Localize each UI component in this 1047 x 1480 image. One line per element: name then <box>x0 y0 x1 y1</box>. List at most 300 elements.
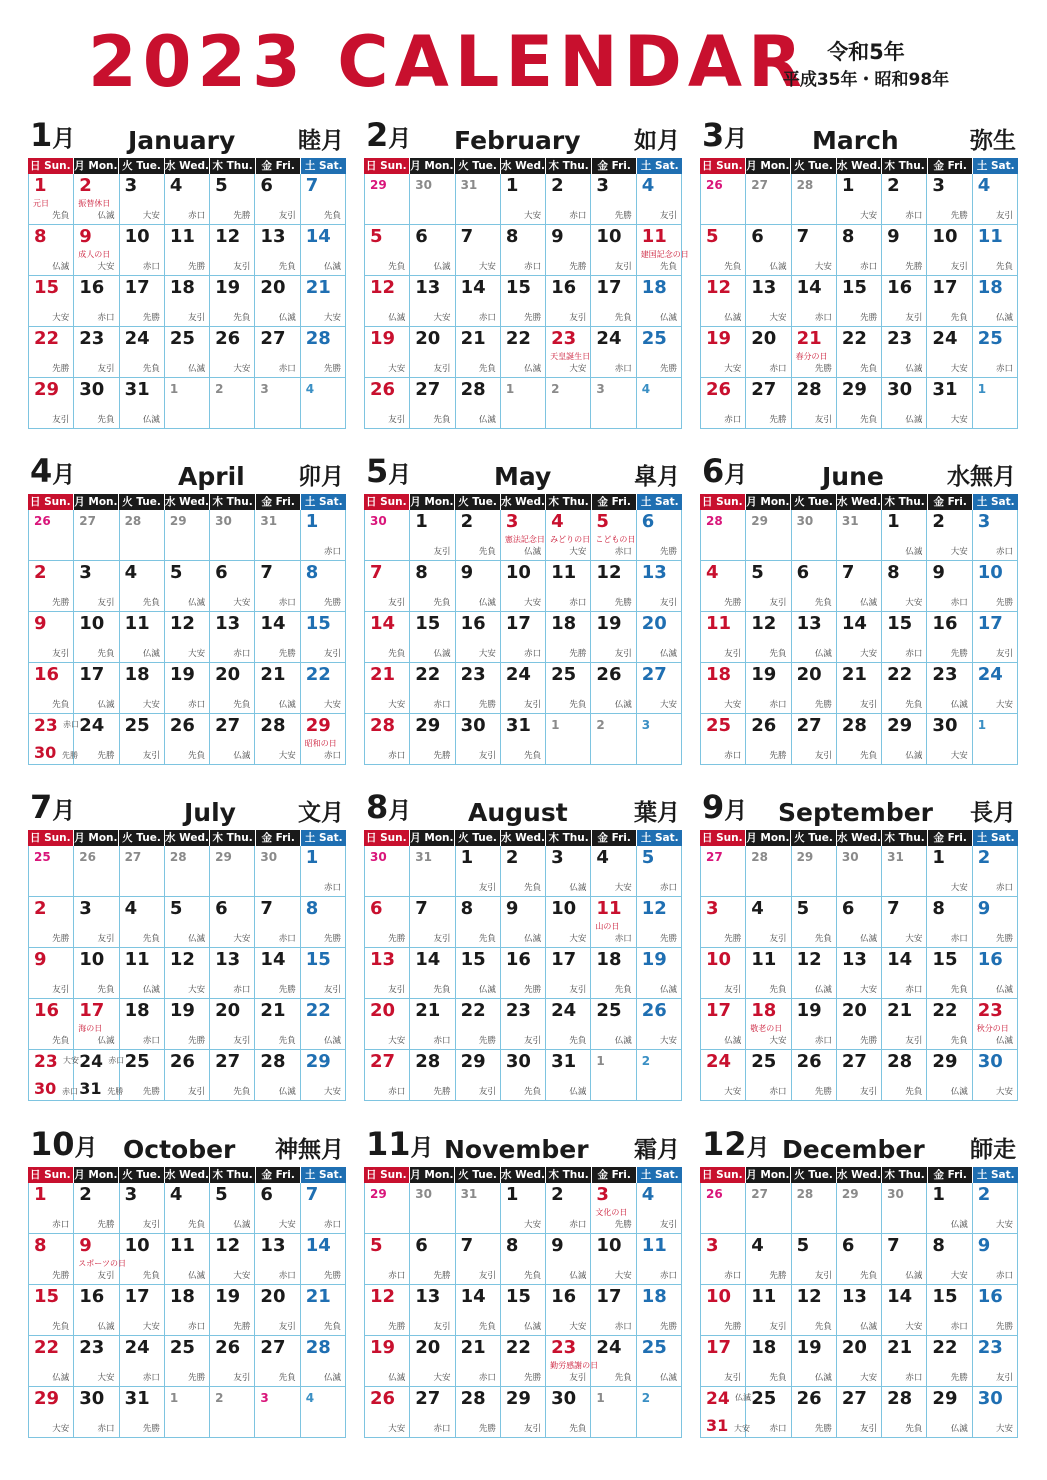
day-cell[interactable] <box>165 999 210 1050</box>
day-cell[interactable] <box>456 225 501 276</box>
adjacent-month-day[interactable] <box>365 846 410 897</box>
day-cell[interactable] <box>255 612 300 663</box>
day-cell[interactable] <box>165 276 210 327</box>
day-cell[interactable] <box>591 225 636 276</box>
day-cell[interactable] <box>74 561 119 612</box>
day-cell[interactable] <box>882 1285 927 1336</box>
day-cell[interactable] <box>927 897 972 948</box>
adjacent-month-day[interactable] <box>74 510 119 561</box>
day-cell[interactable] <box>410 276 455 327</box>
day-cell[interactable] <box>837 174 882 225</box>
day-cell[interactable] <box>74 174 119 225</box>
day-cell[interactable] <box>546 663 591 714</box>
day-cell[interactable] <box>365 327 410 378</box>
day-cell[interactable] <box>29 1336 74 1387</box>
adjacent-month-day[interactable] <box>637 714 682 765</box>
day-cell[interactable] <box>973 174 1018 225</box>
day-cell[interactable] <box>882 663 927 714</box>
day-cell[interactable] <box>927 225 972 276</box>
day-cell[interactable] <box>927 714 972 765</box>
day-cell[interactable] <box>29 714 79 765</box>
day-cell[interactable] <box>456 276 501 327</box>
adjacent-month-day[interactable] <box>120 510 165 561</box>
day-cell[interactable] <box>792 948 837 999</box>
day-cell[interactable] <box>501 846 546 897</box>
day-cell[interactable] <box>746 612 791 663</box>
day-cell[interactable] <box>927 1387 972 1438</box>
day-cell[interactable] <box>701 276 746 327</box>
day-cell[interactable] <box>591 510 636 561</box>
day-cell[interactable] <box>165 1234 210 1285</box>
day-cell[interactable] <box>591 327 636 378</box>
day-cell[interactable] <box>410 510 455 561</box>
day-cell[interactable] <box>74 714 119 765</box>
day-cell[interactable] <box>882 1336 927 1387</box>
adjacent-month-day[interactable] <box>637 378 682 429</box>
day-cell[interactable] <box>837 1387 882 1438</box>
day-cell[interactable] <box>255 1183 300 1234</box>
day-cell[interactable] <box>591 612 636 663</box>
day-cell[interactable] <box>210 999 255 1050</box>
adjacent-month-day[interactable] <box>301 378 346 429</box>
day-cell[interactable] <box>927 1234 972 1285</box>
day-cell[interactable] <box>255 663 300 714</box>
day-cell[interactable] <box>792 1285 837 1336</box>
day-cell[interactable] <box>882 714 927 765</box>
day-cell[interactable] <box>410 225 455 276</box>
day-cell[interactable] <box>701 378 746 429</box>
day-cell[interactable] <box>456 1336 501 1387</box>
day-cell[interactable] <box>165 1285 210 1336</box>
day-cell[interactable] <box>746 714 791 765</box>
day-cell[interactable] <box>255 897 300 948</box>
day-cell[interactable] <box>546 1336 599 1387</box>
day-cell[interactable] <box>210 663 255 714</box>
adjacent-month-day[interactable] <box>792 174 837 225</box>
day-cell[interactable] <box>365 561 410 612</box>
day-cell[interactable] <box>837 948 882 999</box>
adjacent-month-day[interactable] <box>74 846 119 897</box>
day-cell[interactable] <box>456 378 501 429</box>
adjacent-month-day[interactable] <box>792 1183 837 1234</box>
day-cell[interactable] <box>210 174 255 225</box>
day-cell[interactable] <box>501 327 546 378</box>
day-cell[interactable] <box>165 1183 210 1234</box>
day-cell[interactable] <box>792 327 837 378</box>
day-cell[interactable] <box>701 1050 746 1101</box>
day-cell[interactable] <box>301 327 346 378</box>
day-cell[interactable] <box>927 999 972 1050</box>
day-cell[interactable] <box>365 714 410 765</box>
adjacent-month-day[interactable] <box>255 846 300 897</box>
day-cell[interactable] <box>882 1050 927 1101</box>
day-cell[interactable] <box>792 1234 837 1285</box>
day-cell[interactable] <box>120 327 165 378</box>
day-cell[interactable] <box>210 948 255 999</box>
day-cell[interactable] <box>410 663 455 714</box>
day-cell[interactable] <box>29 1285 74 1336</box>
day-cell[interactable] <box>927 1336 972 1387</box>
day-cell[interactable] <box>792 663 837 714</box>
adjacent-month-day[interactable] <box>591 1050 636 1101</box>
day-cell[interactable] <box>837 897 882 948</box>
day-cell[interactable] <box>701 1285 746 1336</box>
day-cell[interactable] <box>74 612 119 663</box>
day-cell[interactable] <box>546 174 591 225</box>
day-cell[interactable] <box>410 1336 455 1387</box>
day-cell[interactable] <box>365 948 410 999</box>
day-cell[interactable] <box>410 1234 455 1285</box>
adjacent-month-day[interactable] <box>365 1183 410 1234</box>
adjacent-month-day[interactable] <box>210 1387 255 1438</box>
day-cell[interactable] <box>546 897 591 948</box>
day-cell[interactable] <box>210 714 255 765</box>
day-cell[interactable] <box>882 1387 927 1438</box>
day-cell[interactable] <box>301 1285 346 1336</box>
day-cell[interactable] <box>74 1387 119 1438</box>
day-cell[interactable] <box>501 1183 546 1234</box>
day-cell[interactable] <box>501 561 546 612</box>
day-cell[interactable] <box>591 1336 636 1387</box>
adjacent-month-day[interactable] <box>410 174 455 225</box>
day-cell[interactable] <box>255 1336 300 1387</box>
day-cell[interactable] <box>165 1050 210 1101</box>
day-cell[interactable] <box>165 612 210 663</box>
day-cell[interactable] <box>882 510 927 561</box>
day-cell[interactable] <box>927 510 972 561</box>
adjacent-month-day[interactable] <box>837 1183 882 1234</box>
day-cell[interactable] <box>701 663 746 714</box>
day-cell[interactable] <box>210 897 255 948</box>
day-cell[interactable] <box>120 663 165 714</box>
day-cell[interactable] <box>927 561 972 612</box>
day-cell[interactable] <box>792 276 837 327</box>
day-cell[interactable] <box>591 174 636 225</box>
day-cell[interactable] <box>301 561 346 612</box>
day-cell[interactable] <box>29 897 74 948</box>
day-cell[interactable] <box>29 1183 74 1234</box>
adjacent-month-day[interactable] <box>701 846 746 897</box>
day-cell[interactable] <box>792 714 837 765</box>
day-cell[interactable] <box>882 612 927 663</box>
day-cell[interactable] <box>701 1234 746 1285</box>
day-cell[interactable] <box>591 897 636 948</box>
day-cell[interactable] <box>210 612 255 663</box>
adjacent-month-day[interactable] <box>637 1387 682 1438</box>
day-cell[interactable] <box>637 510 682 561</box>
day-cell[interactable] <box>29 948 74 999</box>
day-cell[interactable] <box>792 561 837 612</box>
day-cell[interactable] <box>456 714 501 765</box>
adjacent-month-day[interactable] <box>973 378 1018 429</box>
adjacent-month-day[interactable] <box>546 378 591 429</box>
day-cell[interactable] <box>165 948 210 999</box>
day-cell[interactable] <box>973 612 1018 663</box>
day-cell[interactable] <box>973 1387 1018 1438</box>
day-cell[interactable] <box>927 1285 972 1336</box>
day-cell[interactable] <box>301 225 346 276</box>
adjacent-month-day[interactable] <box>882 1183 927 1234</box>
day-cell[interactable] <box>591 1183 636 1234</box>
adjacent-month-day[interactable] <box>120 846 165 897</box>
adjacent-month-day[interactable] <box>165 510 210 561</box>
day-cell[interactable] <box>882 897 927 948</box>
day-cell[interactable] <box>546 510 591 561</box>
day-cell[interactable] <box>973 1336 1018 1387</box>
day-cell[interactable] <box>591 846 636 897</box>
day-cell[interactable] <box>973 948 1018 999</box>
day-cell[interactable] <box>882 561 927 612</box>
day-cell[interactable] <box>746 1336 791 1387</box>
day-cell[interactable] <box>637 1336 682 1387</box>
day-cell[interactable] <box>927 378 972 429</box>
day-cell[interactable] <box>837 714 882 765</box>
day-cell[interactable] <box>546 327 591 378</box>
day-cell[interactable] <box>120 1336 165 1387</box>
day-cell[interactable] <box>210 1183 255 1234</box>
day-cell[interactable] <box>301 999 346 1050</box>
day-cell[interactable] <box>365 1387 410 1438</box>
day-cell[interactable] <box>837 561 882 612</box>
day-cell[interactable] <box>837 663 882 714</box>
day-cell[interactable] <box>792 1050 837 1101</box>
day-cell[interactable] <box>120 561 165 612</box>
day-cell[interactable] <box>637 225 689 276</box>
day-cell[interactable] <box>501 1387 546 1438</box>
day-cell[interactable] <box>837 276 882 327</box>
day-cell[interactable] <box>365 897 410 948</box>
day-cell[interactable] <box>591 1285 636 1336</box>
day-cell[interactable] <box>456 846 501 897</box>
day-cell[interactable] <box>210 225 255 276</box>
day-cell[interactable] <box>255 225 300 276</box>
day-cell[interactable] <box>120 174 165 225</box>
day-cell[interactable] <box>410 561 455 612</box>
day-cell[interactable] <box>29 327 74 378</box>
day-cell[interactable] <box>165 174 210 225</box>
day-cell[interactable] <box>301 510 346 561</box>
day-cell[interactable] <box>74 948 119 999</box>
adjacent-month-day[interactable] <box>456 174 501 225</box>
day-cell[interactable] <box>365 1336 410 1387</box>
day-cell[interactable] <box>746 225 791 276</box>
day-cell[interactable] <box>637 999 682 1050</box>
day-cell[interactable] <box>165 327 210 378</box>
day-cell[interactable] <box>365 999 410 1050</box>
day-cell[interactable] <box>255 999 300 1050</box>
day-cell[interactable] <box>120 1050 165 1101</box>
adjacent-month-day[interactable] <box>410 846 455 897</box>
day-cell[interactable] <box>637 561 682 612</box>
day-cell[interactable] <box>927 1050 972 1101</box>
day-cell[interactable] <box>365 1285 410 1336</box>
day-cell[interactable] <box>210 327 255 378</box>
adjacent-month-day[interactable] <box>456 1183 501 1234</box>
day-cell[interactable] <box>927 1183 972 1234</box>
day-cell[interactable] <box>120 612 165 663</box>
day-cell[interactable] <box>120 378 165 429</box>
day-cell[interactable] <box>546 1387 591 1438</box>
day-cell[interactable] <box>29 174 74 225</box>
day-cell[interactable] <box>591 276 636 327</box>
day-cell[interactable] <box>973 663 1018 714</box>
adjacent-month-day[interactable] <box>255 378 300 429</box>
day-cell[interactable] <box>255 174 300 225</box>
day-cell[interactable] <box>882 378 927 429</box>
day-cell[interactable] <box>746 1387 791 1438</box>
day-cell[interactable] <box>927 663 972 714</box>
day-cell[interactable] <box>120 897 165 948</box>
day-cell[interactable] <box>882 948 927 999</box>
day-cell[interactable] <box>746 897 791 948</box>
day-cell[interactable] <box>456 1387 501 1438</box>
day-cell[interactable] <box>927 612 972 663</box>
day-cell[interactable] <box>120 276 165 327</box>
day-cell[interactable] <box>882 225 927 276</box>
day-cell[interactable] <box>410 327 455 378</box>
day-cell[interactable] <box>792 225 837 276</box>
day-cell[interactable] <box>210 276 255 327</box>
day-cell[interactable] <box>165 897 210 948</box>
day-cell[interactable] <box>165 1336 210 1387</box>
day-cell[interactable] <box>74 999 119 1050</box>
day-cell[interactable] <box>927 948 972 999</box>
day-cell[interactable] <box>882 999 927 1050</box>
day-cell[interactable] <box>837 999 882 1050</box>
day-cell[interactable] <box>301 663 346 714</box>
day-cell[interactable] <box>301 1336 346 1387</box>
day-cell[interactable] <box>120 1387 165 1438</box>
day-cell[interactable] <box>501 1285 546 1336</box>
day-cell[interactable] <box>29 1234 74 1285</box>
day-cell[interactable] <box>701 999 746 1050</box>
day-cell[interactable] <box>546 276 591 327</box>
day-cell[interactable] <box>74 1234 126 1285</box>
day-cell[interactable] <box>301 1234 346 1285</box>
day-cell[interactable] <box>746 948 791 999</box>
day-cell[interactable] <box>301 174 346 225</box>
day-cell[interactable] <box>973 846 1018 897</box>
adjacent-month-day[interactable] <box>973 714 1018 765</box>
day-cell[interactable] <box>746 999 791 1050</box>
day-cell[interactable] <box>410 612 455 663</box>
day-cell[interactable] <box>74 1050 125 1101</box>
day-cell[interactable] <box>973 999 1018 1050</box>
day-cell[interactable] <box>165 561 210 612</box>
day-cell[interactable] <box>637 663 682 714</box>
day-cell[interactable] <box>591 1234 636 1285</box>
day-cell[interactable] <box>973 1183 1018 1234</box>
day-cell[interactable] <box>74 225 119 276</box>
day-cell[interactable] <box>501 714 546 765</box>
day-cell[interactable] <box>456 663 501 714</box>
day-cell[interactable] <box>456 612 501 663</box>
day-cell[interactable] <box>882 276 927 327</box>
day-cell[interactable] <box>456 327 501 378</box>
adjacent-month-day[interactable] <box>165 378 210 429</box>
day-cell[interactable] <box>882 327 927 378</box>
adjacent-month-day[interactable] <box>882 846 927 897</box>
day-cell[interactable] <box>927 174 972 225</box>
day-cell[interactable] <box>365 225 410 276</box>
day-cell[interactable] <box>746 1285 791 1336</box>
day-cell[interactable] <box>255 1285 300 1336</box>
day-cell[interactable] <box>210 1050 255 1101</box>
day-cell[interactable] <box>701 612 746 663</box>
day-cell[interactable] <box>546 561 591 612</box>
day-cell[interactable] <box>29 1387 74 1438</box>
day-cell[interactable] <box>501 1336 546 1387</box>
adjacent-month-day[interactable] <box>165 1387 210 1438</box>
adjacent-month-day[interactable] <box>746 846 791 897</box>
day-cell[interactable] <box>456 948 501 999</box>
day-cell[interactable] <box>501 174 546 225</box>
adjacent-month-day[interactable] <box>301 1387 346 1438</box>
day-cell[interactable] <box>120 225 165 276</box>
day-cell[interactable] <box>255 561 300 612</box>
day-cell[interactable] <box>74 1336 119 1387</box>
day-cell[interactable] <box>501 897 546 948</box>
day-cell[interactable] <box>546 612 591 663</box>
day-cell[interactable] <box>837 1285 882 1336</box>
adjacent-month-day[interactable] <box>701 174 746 225</box>
day-cell[interactable] <box>255 714 300 765</box>
day-cell[interactable] <box>973 561 1018 612</box>
adjacent-month-day[interactable] <box>637 1050 682 1101</box>
day-cell[interactable] <box>74 663 119 714</box>
day-cell[interactable] <box>410 378 455 429</box>
adjacent-month-day[interactable] <box>746 1183 791 1234</box>
day-cell[interactable] <box>837 1234 882 1285</box>
day-cell[interactable] <box>501 276 546 327</box>
day-cell[interactable] <box>973 1285 1018 1336</box>
day-cell[interactable] <box>882 174 927 225</box>
day-cell[interactable] <box>546 948 591 999</box>
day-cell[interactable] <box>701 1336 746 1387</box>
day-cell[interactable] <box>210 561 255 612</box>
adjacent-month-day[interactable] <box>365 510 410 561</box>
day-cell[interactable] <box>301 897 346 948</box>
day-cell[interactable] <box>637 846 682 897</box>
day-cell[interactable] <box>701 1387 751 1438</box>
adjacent-month-day[interactable] <box>746 174 791 225</box>
day-cell[interactable] <box>501 999 546 1050</box>
day-cell[interactable] <box>837 327 882 378</box>
day-cell[interactable] <box>301 846 346 897</box>
day-cell[interactable] <box>301 948 346 999</box>
day-cell[interactable] <box>973 897 1018 948</box>
day-cell[interactable] <box>165 663 210 714</box>
day-cell[interactable] <box>546 1285 591 1336</box>
day-cell[interactable] <box>501 1234 546 1285</box>
adjacent-month-day[interactable] <box>792 510 837 561</box>
day-cell[interactable] <box>973 1234 1018 1285</box>
day-cell[interactable] <box>546 846 591 897</box>
day-cell[interactable] <box>29 561 74 612</box>
day-cell[interactable] <box>546 1234 591 1285</box>
day-cell[interactable] <box>74 897 119 948</box>
adjacent-month-day[interactable] <box>210 510 255 561</box>
day-cell[interactable] <box>365 378 410 429</box>
day-cell[interactable] <box>210 1336 255 1387</box>
day-cell[interactable] <box>927 327 972 378</box>
day-cell[interactable] <box>301 612 346 663</box>
adjacent-month-day[interactable] <box>165 846 210 897</box>
day-cell[interactable] <box>501 1050 546 1101</box>
day-cell[interactable] <box>456 561 501 612</box>
day-cell[interactable] <box>637 612 682 663</box>
adjacent-month-day[interactable] <box>591 714 636 765</box>
